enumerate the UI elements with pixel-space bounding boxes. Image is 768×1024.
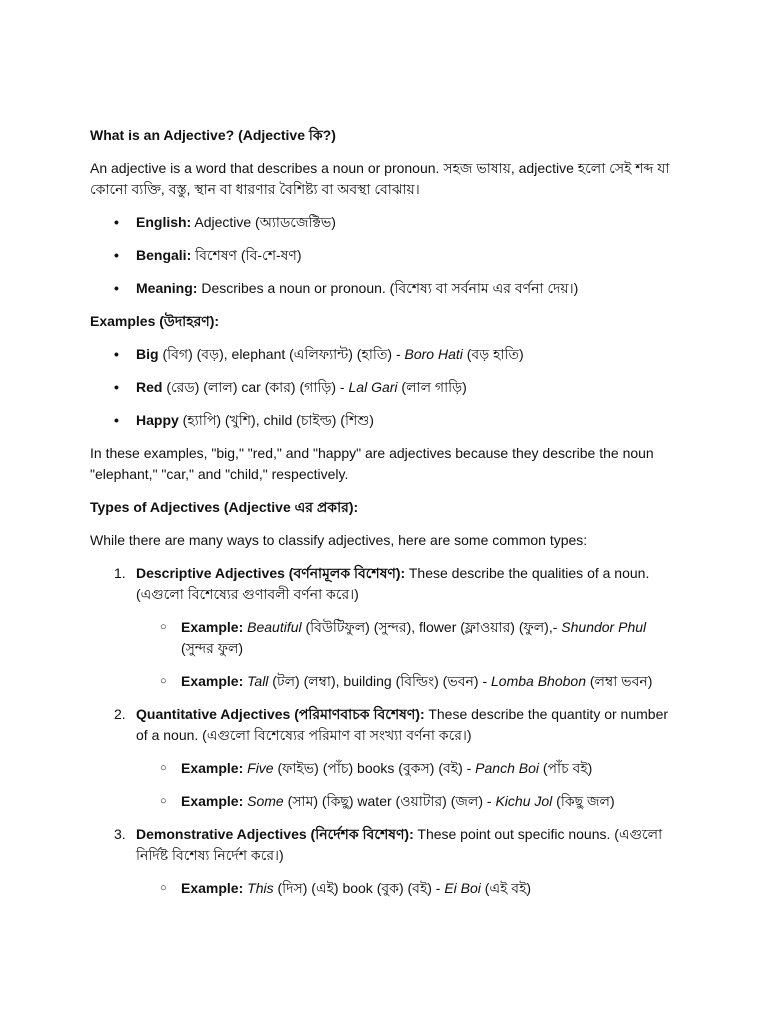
example-text: (হ্যাপি) (খুশি), child (চাইল্ড) (শিশু) — [178, 412, 374, 428]
example-after: (পাঁচ বই) — [539, 760, 593, 776]
example-label: Example: — [181, 793, 244, 809]
types-heading: Types of Adjectives (Adjective এর প্রকার): — [90, 499, 359, 515]
type-number: 2. — [114, 706, 126, 722]
type-description: These point out specific nouns. (এগুলো নির্দিষ্ট বিশেষ্য নির্দেশ করে।) — [136, 826, 663, 863]
definition-english — [114, 212, 678, 233]
definition-label: Bengali: — [136, 247, 192, 263]
type-example — [160, 758, 678, 779]
example-text: (দিস) (এই) book (বুক) (বই) - — [273, 880, 445, 896]
example-adjective: This — [243, 880, 274, 896]
example-transliteration: Lal Gari — [348, 379, 398, 395]
example-item — [114, 410, 678, 431]
example-after: (সুন্দর ফুল) — [181, 640, 244, 656]
example-word: Happy — [136, 412, 179, 428]
definition-text: Describes a noun or pronoun. (বিশেষ্য বা সর্বনাম এর বর্ণনা দেয়।) — [197, 280, 579, 296]
type-item-quantitative — [114, 704, 678, 812]
example-transliteration: Kichu Jol — [495, 793, 553, 809]
type-item-demonstrative — [114, 824, 678, 899]
example-transliteration: Ei Boi — [444, 880, 481, 896]
example-adjective: Some — [243, 793, 284, 809]
definition-text: বিশেষণ (বি-শে-ষণ) — [191, 247, 302, 263]
definition-label: English: — [136, 214, 192, 230]
examples-heading: Examples (উদাহরণ): — [90, 313, 220, 329]
type-name: Demonstrative Adjectives (নির্দেশক বিশেষণ): — [136, 826, 414, 842]
example-transliteration: Lomba Bhobon — [491, 673, 586, 689]
example-text: (রেড) (লাল) car (কার) (গাড়ি) - — [162, 379, 349, 395]
example-text: (সাম) (কিছু) water (ওয়াটার) (জল) - — [283, 793, 496, 809]
example-text: (ফাইভ) (পাঁচ) books (বুকস) (বই) - — [273, 760, 476, 776]
type-example — [160, 617, 678, 659]
type-example — [160, 791, 678, 812]
example-after: (বড় হাতি) — [462, 346, 524, 362]
type-description: These describe the quantity or number of a noun. (এগুলো বিশেষ্যের পরিমাণ বা সংখ্যা বর্ণনা করে।) — [136, 706, 669, 743]
type-name: Descriptive Adjectives (বর্ণনামূলক বিশেষণ): — [136, 565, 406, 581]
type-examples — [136, 758, 678, 812]
type-number: 3. — [114, 826, 126, 842]
type-example — [160, 878, 678, 899]
examples-list — [90, 344, 678, 431]
intro-paragraph: An adjective is a word that describes a noun or pronoun. সহজ ভাষায়, adjective হলো সেই শব্দ যা কোনো ব্যক্তি, বস্তু, স্থান বা ধারণার বৈশিষ্ট্য বা অবস্থা বোঝায়। — [90, 160, 670, 197]
example-adjective: Five — [243, 760, 274, 776]
type-description: These describe the qualities of a noun. (এগুলো বিশেষ্যের গুণাবলী বর্ণনা করে।) — [136, 565, 650, 602]
example-label: Example: — [181, 673, 244, 689]
example-label: Example: — [181, 760, 244, 776]
explanation-paragraph: In these examples, "big," "red," and "happy" are adjectives because they describe the noun "elephant," "car," and "child," respectively. — [90, 445, 654, 482]
example-adjective: Beautiful — [243, 619, 302, 635]
types-intro: While there are many ways to classify adjectives, here are some common types: — [90, 532, 588, 548]
types-list — [90, 563, 678, 899]
example-text: (বিউটিফুল) (সুন্দর), flower (ফ্লাওয়ার) (ফুল),- — [301, 619, 562, 635]
example-adjective: Tall — [243, 673, 269, 689]
definition-list — [90, 212, 678, 299]
example-after: (লাল গাড়ি) — [397, 379, 467, 395]
title-heading: What is an Adjective? (Adjective কি?) — [90, 127, 336, 143]
type-examples — [136, 878, 678, 899]
example-item — [114, 377, 678, 398]
example-text: (বিগ) (বড়), elephant (এলিফ্যান্ট) (হাতি) - — [158, 346, 405, 362]
example-transliteration: Shundor Phul — [561, 619, 647, 635]
example-transliteration: Boro Hati — [404, 346, 463, 362]
example-item — [114, 344, 678, 365]
definition-label: Meaning: — [136, 280, 198, 296]
definition-meaning — [114, 278, 678, 299]
example-label: Example: — [181, 880, 244, 896]
example-label: Example: — [181, 619, 244, 635]
example-text: (টল) (লম্বা), building (বিল্ডিং) (ভবন) - — [268, 673, 492, 689]
example-after: (কিছু জল) — [552, 793, 615, 809]
example-after: (লম্বা ভবন) — [585, 673, 653, 689]
example-word: Red — [136, 379, 163, 395]
example-transliteration: Panch Boi — [475, 760, 539, 776]
example-after: (এই বই) — [480, 880, 532, 896]
example-word: Big — [136, 346, 159, 362]
definition-bengali — [114, 245, 678, 266]
type-name: Quantitative Adjectives (পরিমাণবাচক বিশেষণ): — [136, 706, 425, 722]
type-item-descriptive — [114, 563, 678, 692]
type-example — [160, 671, 678, 692]
definition-text: Adjective (অ্যাডজেক্টিভ) — [191, 214, 336, 230]
type-number: 1. — [114, 565, 126, 581]
type-examples — [136, 617, 678, 692]
